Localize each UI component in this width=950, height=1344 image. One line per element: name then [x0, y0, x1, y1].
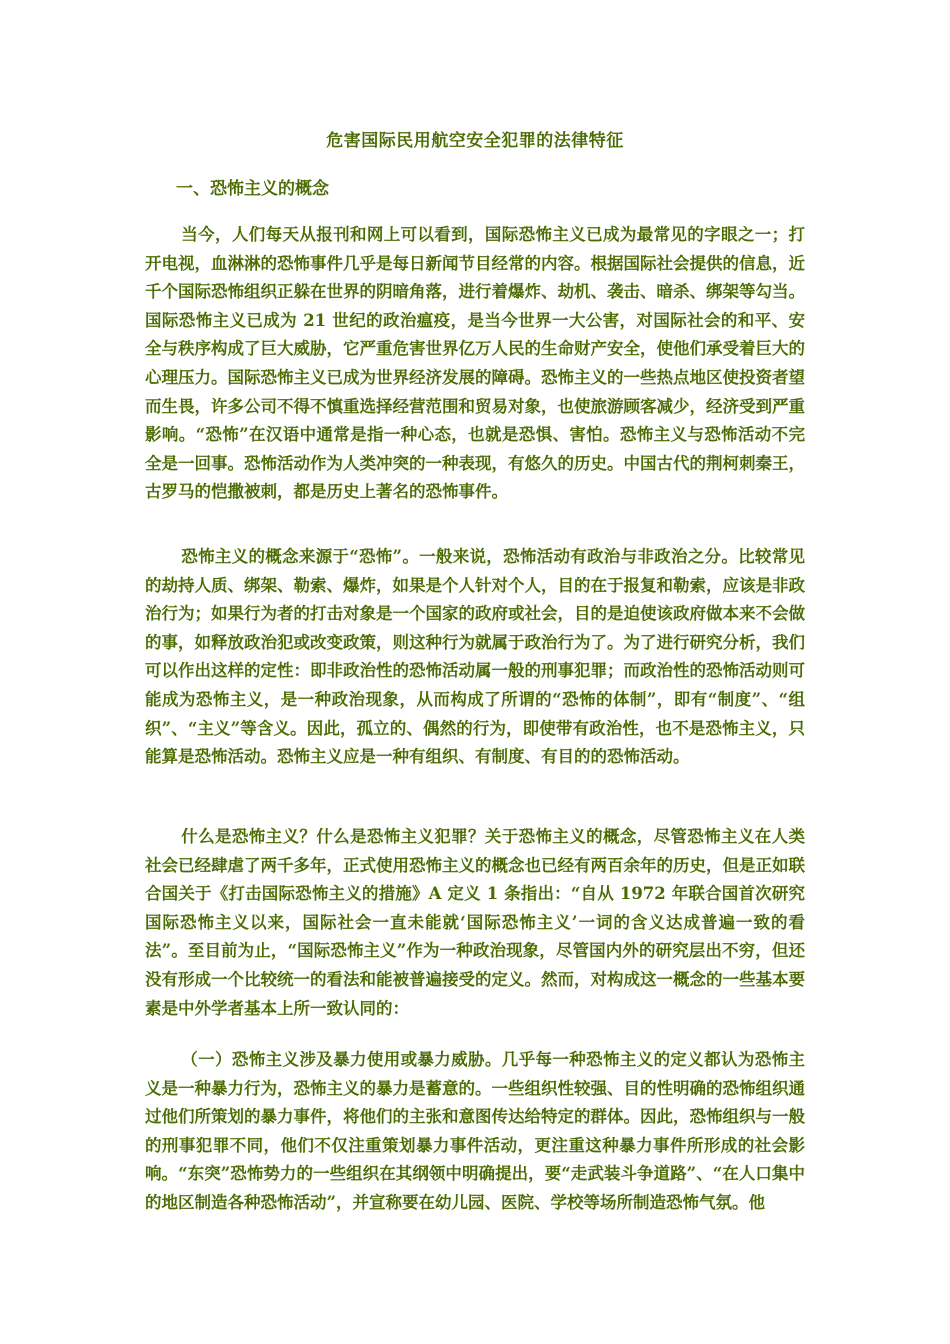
paragraph-1: 当今，人们每天从报刊和网上可以看到，国际恐怖主义已成为最常见的字眼之一；打开电视，血淋淋的恐怖事件几乎是每日新闻节目经常的内容。根据国际社会提供的信息，近千个国际恐怖组织正躲在世界的阴暗角落，进行着爆炸、劫机、袭击、暗杀、绑架等勾当。国际恐怖主义已成为 21 世纪的政治瘟疫，是当今世界一大公害，对国际社会的和平、安全与秩序构成了巨大威胁，它严重危害世界亿万人民的生命财产安全，使他们承受着巨大的心理压力。国际恐怖主义已成为世界经济发展的障碍。恐怖主义的一些热点地区使投资者望而生畏，许多公司不得不慎重选择经营范围和贸易对象，也使旅游顾客减少，经济受到严重影响。“恐怖”在汉语中通常是指一种心态，也就是恐惧、害怕。恐怖主义与恐怖活动不完全是一回事。恐怖活动作为人类冲突的一种表现，有悠久的历史。中国古代的荆柯刺秦王，古罗马的恺撒被刺，都是历史上著名的恐怖事件。: [145, 225, 805, 502]
paragraph-4: （一）恐怖主义涉及暴力使用或暴力威胁。几乎每一种恐怖主义的定义都认为恐怖主义是一种暴力行为，恐怖主义的暴力是蓄意的。一些组织性较强、目的性明确的恐怖组织通过他们所策划的暴力事件，将他们的主张和意图传达给特定的群体。因此，恐怖组织与一般的刑事犯罪不同，他们不仅注重策划暴力事件活动，更注重这种暴力事件所形成的社会影响。“东突”恐怖势力的一些组织在其纲领中明确提出，要“走武装斗争道路”、“在人口集中的地区制造各种恐怖活动”，并宣称要在幼儿园、医院、学校等场所制造恐怖气氛。他: [145, 1050, 805, 1212]
paragraph-3: 什么是恐怖主义？什么是恐怖主义犯罪？关于恐怖主义的概念，尽管恐怖主义在人类社会已经肆虐了两千多年，正式使用恐怖主义的概念也已经有两百余年的历史，但是正如联合国关于《打击国际恐怖主义的措施》A 定义 1 条指出：“自从 1972 年联合国首次研究国际恐怖主义以来，国际社会一直未能就‘国际恐怖主义’一词的含义达成普遍一致的看法”。至目前为止，“国际恐怖主义”作为一种政治现象，尽管国内外的研究层出不穷，但还没有形成一个比较统一的看法和能被普遍接受的定义。然而，对构成这一概念的一些基本要素是中外学者基本上所一致认同的：: [145, 827, 805, 1018]
document-title: 危害国际民用航空安全犯罪的法律特征: [326, 131, 624, 151]
section-heading: 一、恐怖主义的概念: [176, 179, 329, 199]
paragraph-2: 恐怖主义的概念来源于“恐怖”。一般来说，恐怖活动有政治与非政治之分。比较常见的劫持人质、绑架、勒索、爆炸，如果是个人针对个人，目的在于报复和勒索，应该是非政治行为；如果行为者的打击对象是一个国家的政府或社会，目的是迫使该政府做本来不会做的事，如释放政治犯或改变政策，则这种行为就属于政治行为了。为了进行研究分析，我们可以作出这样的定性：即非政治性的恐怖活动属一般的刑事犯罪；而政治性的恐怖活动则可能成为恐怖主义，是一种政治现象，从而构成了所谓的“恐怖的体制”，即有“制度”、“组织”、“主义”等含义。因此，孤立的、偶然的行为，即使带有政治性，也不是恐怖主义，只能算是恐怖活动。恐怖主义应是一种有组织、有制度、有目的的恐怖活动。: [145, 547, 805, 767]
